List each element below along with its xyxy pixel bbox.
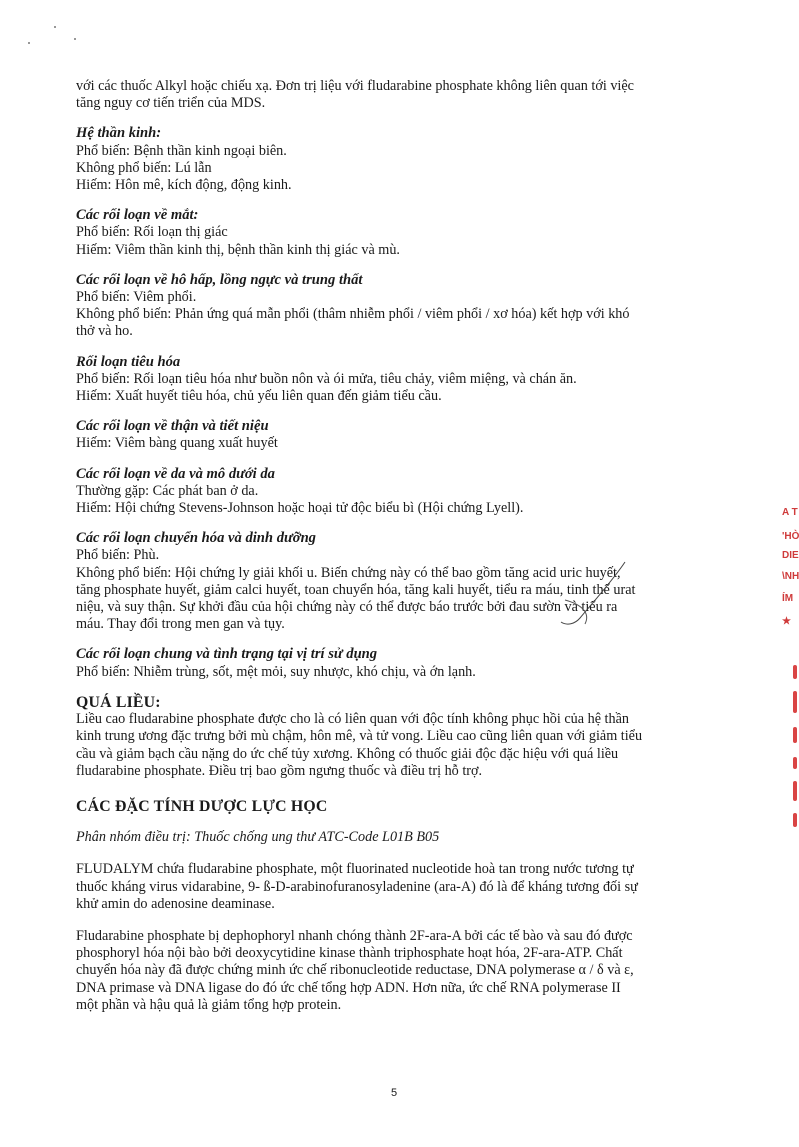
- section-heading: Các rối loạn về da và mô dưới da: [76, 465, 275, 482]
- stamp-text: \NH: [782, 571, 799, 582]
- pharmacodynamics-paragraph-2: [76, 928, 716, 1014]
- text-line: Hiếm: Hôn mê, kích động, động kinh.: [76, 177, 292, 194]
- section-skin-disorders: [76, 466, 716, 518]
- text-line: Phổ biến: Rối loạn tiêu hóa như buồn nôn và ói mửa, tiêu chảy, viêm miệng, và chán ăn.: [76, 370, 577, 387]
- text-line: Phổ biến: Viêm phổi.: [76, 289, 197, 306]
- text-line: Phổ biến: Bệnh thần kinh ngoại biên.: [76, 142, 287, 159]
- text-line: máu. Thay đổi trong men gan và tụy.: [76, 616, 285, 633]
- text-line: phosphoryl hóa nội bào bởi deoxycytidine kinase thành triphosphate hoạt hóa, 2F-ara-ATP. Chất: [76, 945, 623, 962]
- text-line: tăng phosphate huyết, giảm calci huyết, toan chuyển hóa, tăng kali huyết, tiểu ra máu, tinh thể urat: [76, 581, 636, 598]
- section-heading: Các rối loạn chuyển hóa và dinh dưỡng: [76, 530, 316, 547]
- section-pharmacodynamics: [76, 798, 716, 1014]
- text-line: Không phổ biến: Hội chứng ly giải khối u. Biến chứng này có thể bao gồm tăng acid uric huyết,: [76, 564, 621, 581]
- stamp-text: 'HÒ: [782, 531, 799, 542]
- intro-paragraph: [76, 78, 716, 112]
- stamp-mark: [793, 757, 797, 769]
- section-general-disorders: [76, 646, 716, 680]
- section-gastro-disorders: [76, 354, 716, 406]
- section-heading: Các rối loạn về hô hấp, lồng ngực và trung thất: [76, 271, 363, 288]
- stamp-mark: [793, 691, 797, 713]
- section-heading: CÁC ĐẶC TÍNH DƯỢC LỰC HỌC: [76, 797, 328, 815]
- section-heading: Hệ thần kinh:: [76, 125, 162, 142]
- pharmacodynamics-paragraph-1: [76, 861, 716, 913]
- section-heading: Các rối loạn về mắt:: [76, 207, 199, 224]
- text-line: Phổ biến: Nhiễm trùng, sốt, mệt mỏi, suy nhược, khó chịu, và ớn lạnh.: [76, 663, 476, 680]
- text-line: Phổ biến: Rối loạn thị giác: [76, 224, 228, 241]
- section-heading: Rối loạn tiêu hóa: [76, 353, 181, 370]
- text-line: Hiếm: Viêm thần kinh thị, bệnh thần kinh thị giác và mù.: [76, 241, 400, 258]
- section-heading: Các rối loạn chung và tình trạng tại vị trí sử dụng: [76, 646, 378, 663]
- text-line: niệu, và suy thận. Sự khởi đầu của hội chứng này có thể được báo trước bởi đau sườn và tiểu ra: [76, 599, 618, 616]
- text-line: Liều cao fludarabine phosphate được cho là có liên quan với độc tính không phục hồi của hệ thần: [76, 711, 629, 728]
- section-heading: Các rối loạn về thận và tiết niệu: [76, 418, 269, 435]
- text-line: FLUDALYM chứa fludarabine phosphate, một fluorinated nucleotide hoà tan trong nước tương tự: [76, 861, 634, 878]
- text-line: fludarabine phosphate. Điều trị bao gồm ngưng thuốc và điều trị hỗ trợ.: [76, 762, 483, 779]
- text-line: thuốc kháng virus vidarabine, 9- ß-D-arabinofuranosyladenine (ara-A) đó là để kháng tương đối sự: [76, 878, 638, 895]
- text-line: kinh trung ương đặc trưng bởi mù chậm, hôn mê, và tử vong. Liều cao cũng liên quan với giảm tiểu: [76, 728, 643, 745]
- section-overdose: [76, 694, 716, 780]
- text-line: chuyển hóa này đã được chứng minh ức chế ribonucleotide reductase, DNA polymerase α / δ và ε,: [76, 962, 634, 979]
- stamp-text: ÍM: [782, 593, 794, 604]
- text-line: Thường gặp: Các phát ban ở da.: [76, 482, 259, 499]
- stamp-text: DIE: [782, 550, 799, 561]
- section-eye-disorders: [76, 207, 716, 259]
- stamp-mark: [793, 781, 797, 801]
- text-line: Không phổ biến: Lú lẫn: [76, 159, 212, 176]
- section-renal-disorders: [76, 418, 716, 452]
- stamp-star-icon: ★: [782, 616, 791, 627]
- text-line: Phổ biến: Phù.: [76, 547, 160, 564]
- section-subtitle: Phân nhóm điều trị: Thuốc chống ung thư ATC-Code L01B B05: [76, 829, 440, 846]
- text-line: thở và ho.: [76, 323, 133, 340]
- text-line: khử amin do adenosine deaminase.: [76, 895, 275, 912]
- text-line: một phần và hậu quả là giảm tổng hợp protein.: [76, 996, 342, 1013]
- text-line: Hiếm: Hội chứng Stevens-Johnson hoặc hoại tử độc biểu bì (Hội chứng Lyell).: [76, 500, 524, 517]
- section-respiratory-disorders: [76, 272, 716, 341]
- text-line: DNA primase và DNA ligase do đó ức chế tổng hợp ADN. Hơn nữa, ức chế RNA polymerase II: [76, 979, 621, 996]
- stamp-mark: [793, 727, 797, 743]
- section-heading: QUÁ LIỀU:: [76, 693, 161, 711]
- text-line: tăng nguy cơ tiến triển của MDS.: [76, 95, 266, 112]
- text-line: Hiếm: Viêm bàng quang xuất huyết: [76, 435, 278, 452]
- text-line: với các thuốc Alkyl hoặc chiếu xạ. Đơn trị liệu với fludarabine phosphate không liên quan tới việc: [76, 78, 634, 94]
- text-line: Hiếm: Xuất huyết tiêu hóa, chủ yếu liên quan đến giảm tiểu cầu.: [76, 388, 442, 405]
- stamp-text: A T: [782, 507, 798, 518]
- signature-stroke: [525, 560, 635, 630]
- text-line: Không phổ biến: Phản ứng quá mẫn phổi (thâm nhiễm phổi / viêm phổi / xơ hóa) kết hợp với khó: [76, 306, 630, 323]
- text-line: Fludarabine phosphate bị dephophoryl nhanh chóng thành 2F-ara-A bởi các tế bào và sau đó được: [76, 927, 633, 944]
- stamp-fragment: [774, 495, 799, 835]
- stamp-mark: [793, 665, 797, 679]
- section-nervous-system: [76, 125, 716, 194]
- document-body: [76, 78, 716, 1014]
- page-number: 5: [391, 1087, 398, 1099]
- stamp-mark: [793, 813, 797, 827]
- text-line: cầu và giảm bạch cầu nặng do ức chế tủy xương. Không có thuốc giải độc đặc hiệu với quá liều: [76, 745, 619, 762]
